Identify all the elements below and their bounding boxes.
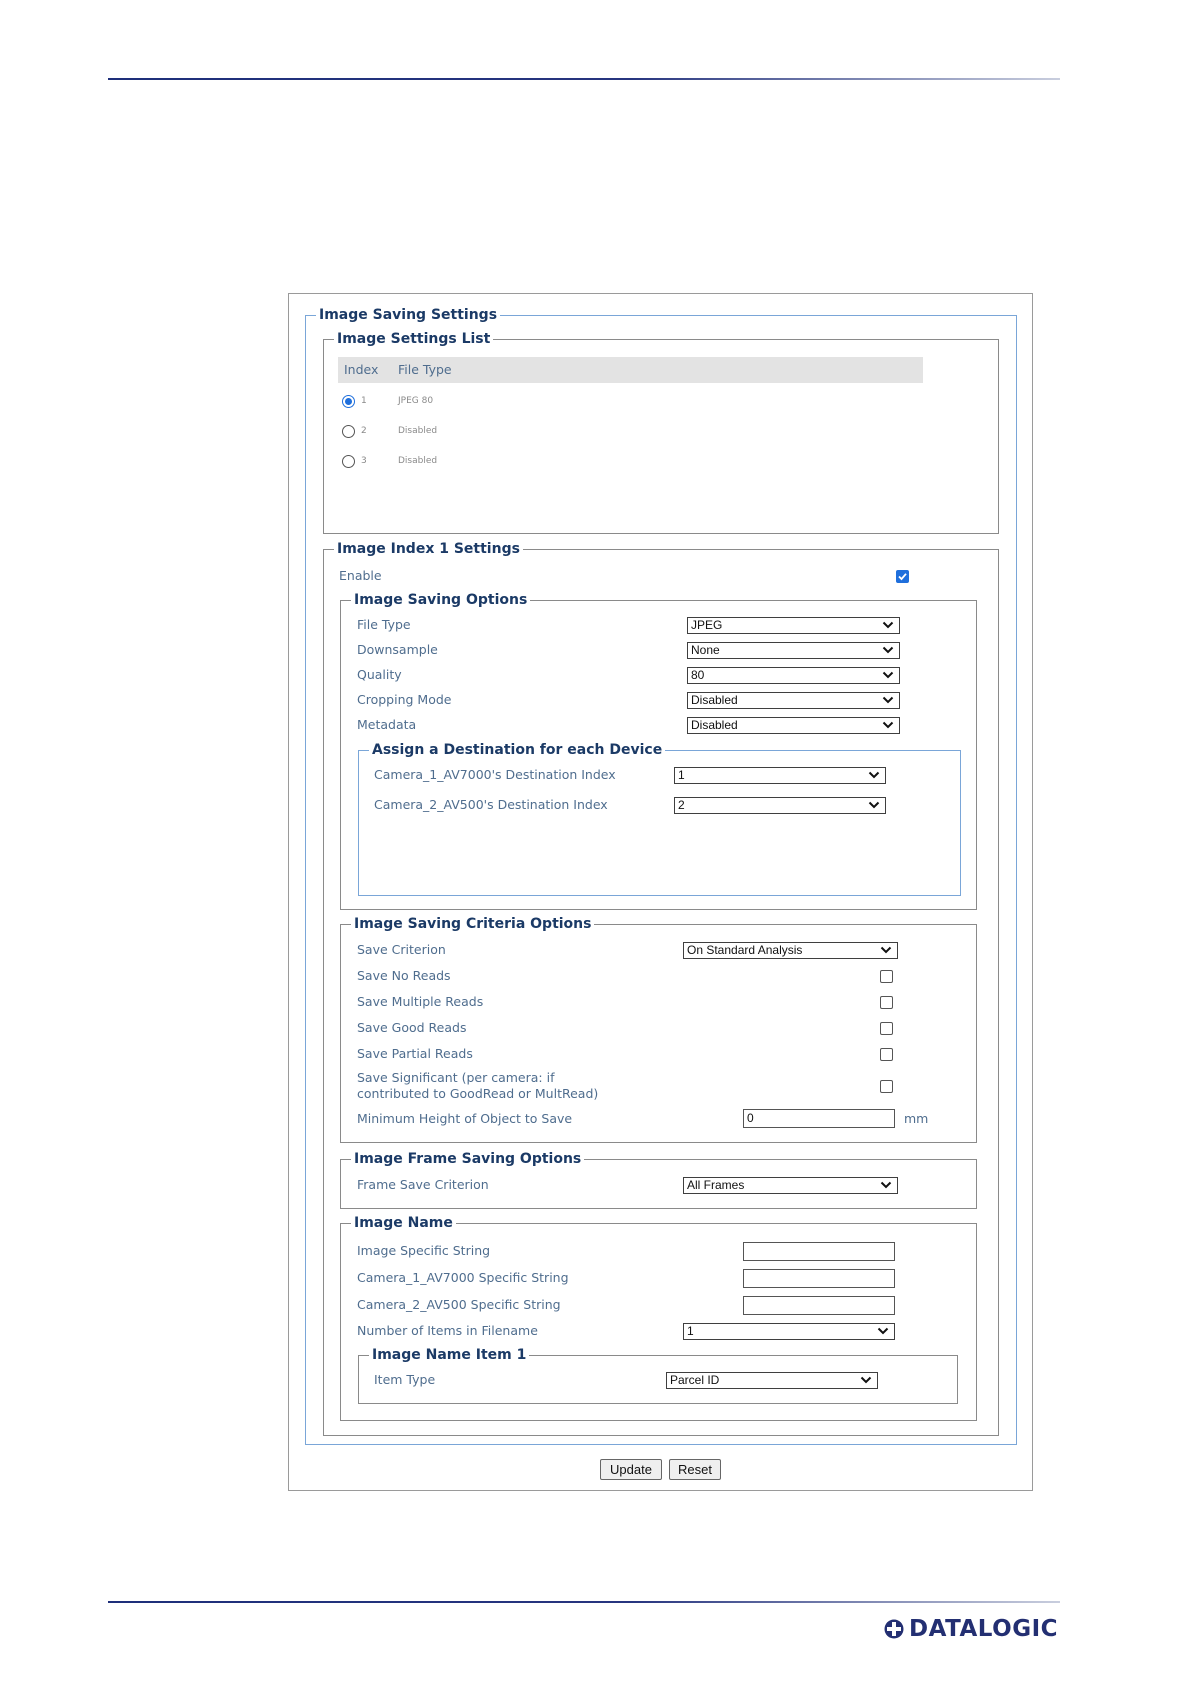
reset-button[interactable]: Reset	[669, 1459, 721, 1480]
destination-assignment-title: Assign a Destination for each Device	[369, 740, 665, 760]
frame-save-criterion-label: Frame Save Criterion	[357, 1177, 489, 1192]
min-height-input[interactable]	[743, 1109, 895, 1128]
num-items-label: Number of Items in Filename	[357, 1323, 538, 1338]
camera-1-specific-string-label: Camera_1_AV7000 Specific String	[357, 1270, 569, 1285]
camera-2-destination-value: 2	[678, 798, 685, 812]
cropping-mode-value: Disabled	[691, 693, 738, 707]
image-settings-list	[323, 331, 999, 534]
downsample-label: Downsample	[357, 642, 438, 657]
min-height-value: 0	[747, 1111, 754, 1125]
downsample-value: None	[691, 643, 720, 657]
image-name-item-title: Image Name Item 1	[369, 1345, 529, 1365]
image-saving-settings-panel	[305, 307, 1017, 1445]
row-select-radio[interactable]	[342, 455, 355, 468]
camera-2-destination-label: Camera_2_AV500's Destination Index	[374, 797, 608, 812]
file-type-value: JPEG	[691, 618, 723, 632]
row-file-type: JPEG 80	[398, 396, 434, 406]
chevron-down-icon	[882, 695, 894, 705]
metadata-select[interactable]	[687, 717, 900, 734]
image-specific-string-input[interactable]	[743, 1242, 895, 1261]
chevron-down-icon	[860, 1375, 872, 1385]
save-partial-reads-label: Save Partial Reads	[357, 1046, 473, 1061]
row-file-type: Disabled	[398, 426, 438, 436]
num-items-select[interactable]	[683, 1323, 895, 1340]
downsample-select[interactable]	[687, 642, 900, 659]
image-specific-string-label: Image Specific String	[357, 1243, 491, 1258]
row-file-type: Disabled	[398, 456, 438, 466]
camera-1-specific-string-input[interactable]	[743, 1269, 895, 1288]
cropping-mode-label: Cropping Mode	[357, 692, 452, 707]
table-row[interactable]	[342, 452, 742, 470]
camera-1-destination-value: 1	[678, 768, 685, 782]
checkmark-icon	[897, 571, 908, 582]
footer-rule	[108, 1601, 1060, 1603]
image-frame-saving-options-title: Image Frame Saving Options	[351, 1149, 584, 1169]
panel-title: Image Saving Settings	[316, 305, 500, 325]
table-header	[338, 357, 923, 383]
row-index: 2	[361, 426, 367, 436]
chevron-down-icon	[882, 670, 894, 680]
camera-1-destination-label: Camera_1_AV7000's Destination Index	[374, 767, 616, 782]
table-row[interactable]	[342, 392, 742, 410]
save-good-reads-checkbox[interactable]	[880, 1022, 893, 1035]
camera-2-specific-string-input[interactable]	[743, 1296, 895, 1315]
min-height-label: Minimum Height of Object to Save	[357, 1111, 573, 1126]
image-name-item	[358, 1347, 958, 1404]
image-saving-criteria-title: Image Saving Criteria Options	[351, 914, 594, 934]
metadata-value: Disabled	[691, 718, 738, 732]
frame-save-criterion-select[interactable]	[683, 1177, 898, 1194]
row-select-radio[interactable]	[342, 425, 355, 438]
save-criterion-label: Save Criterion	[357, 942, 446, 957]
quality-select[interactable]	[687, 667, 900, 684]
chevron-down-icon	[882, 645, 894, 655]
image-name-title: Image Name	[351, 1213, 456, 1233]
save-criterion-value: On Standard Analysis	[687, 943, 803, 957]
file-type-label: File Type	[357, 617, 411, 632]
file-type-select[interactable]	[687, 617, 900, 634]
column-header-index: Index	[344, 362, 379, 377]
logo-wordmark: DATALOGIC	[909, 1616, 1059, 1642]
save-multiple-reads-checkbox[interactable]	[880, 996, 893, 1009]
save-no-reads-label: Save No Reads	[357, 968, 451, 983]
header-rule	[108, 78, 1060, 80]
column-header-file-type: File Type	[398, 362, 452, 377]
chevron-down-icon	[880, 1180, 892, 1190]
enable-label: Enable	[339, 568, 382, 583]
update-button[interactable]: Update	[600, 1459, 662, 1480]
image-settings-list-title: Image Settings List	[334, 329, 493, 349]
item-type-select[interactable]	[666, 1372, 878, 1389]
save-significant-checkbox[interactable]	[880, 1080, 893, 1093]
image-index-settings	[323, 541, 999, 1436]
save-significant-label-line2: contributed to GoodRead or MultRead)	[357, 1086, 599, 1101]
save-criterion-select[interactable]	[683, 942, 898, 959]
chevron-down-icon	[877, 1326, 889, 1336]
image-index-settings-title: Image Index 1 Settings	[334, 539, 523, 559]
destination-assignment	[358, 742, 961, 896]
table-row[interactable]	[342, 422, 742, 440]
save-significant-label: Save Significant (per camera: if	[357, 1070, 555, 1085]
row-select-radio[interactable]	[342, 395, 355, 408]
save-no-reads-checkbox[interactable]	[880, 970, 893, 983]
enable-checkbox[interactable]	[896, 570, 909, 583]
camera-2-specific-string-label: Camera_2_AV500 Specific String	[357, 1297, 561, 1312]
quality-value: 80	[691, 668, 705, 682]
datalogic-mark-icon	[883, 1618, 905, 1640]
camera-1-destination-select[interactable]	[674, 767, 886, 784]
item-type-label: Item Type	[374, 1372, 436, 1387]
image-frame-saving-options	[340, 1151, 977, 1209]
item-type-value: Parcel ID	[670, 1373, 720, 1387]
image-saving-options-title: Image Saving Options	[351, 590, 530, 610]
save-multiple-reads-label: Save Multiple Reads	[357, 994, 484, 1009]
chevron-down-icon	[868, 800, 880, 810]
image-name-section	[340, 1215, 977, 1421]
datalogic-logo	[883, 1612, 1063, 1646]
chevron-down-icon	[880, 945, 892, 955]
row-index: 1	[361, 396, 367, 406]
frame-save-criterion-value: All Frames	[687, 1178, 745, 1192]
quality-label: Quality	[357, 667, 402, 682]
settings-screenshot	[288, 293, 1033, 1491]
save-good-reads-label: Save Good Reads	[357, 1020, 467, 1035]
image-saving-options	[340, 592, 977, 910]
row-index: 3	[361, 456, 367, 466]
image-saving-criteria	[340, 916, 977, 1143]
num-items-value: 1	[687, 1324, 694, 1338]
chevron-down-icon	[868, 770, 880, 780]
chevron-down-icon	[882, 620, 894, 630]
save-partial-reads-checkbox[interactable]	[880, 1048, 893, 1061]
min-height-unit: mm	[904, 1111, 929, 1126]
chevron-down-icon	[882, 720, 894, 730]
cropping-mode-select[interactable]	[687, 692, 900, 709]
camera-2-destination-select[interactable]	[674, 797, 886, 814]
metadata-label: Metadata	[357, 717, 417, 732]
